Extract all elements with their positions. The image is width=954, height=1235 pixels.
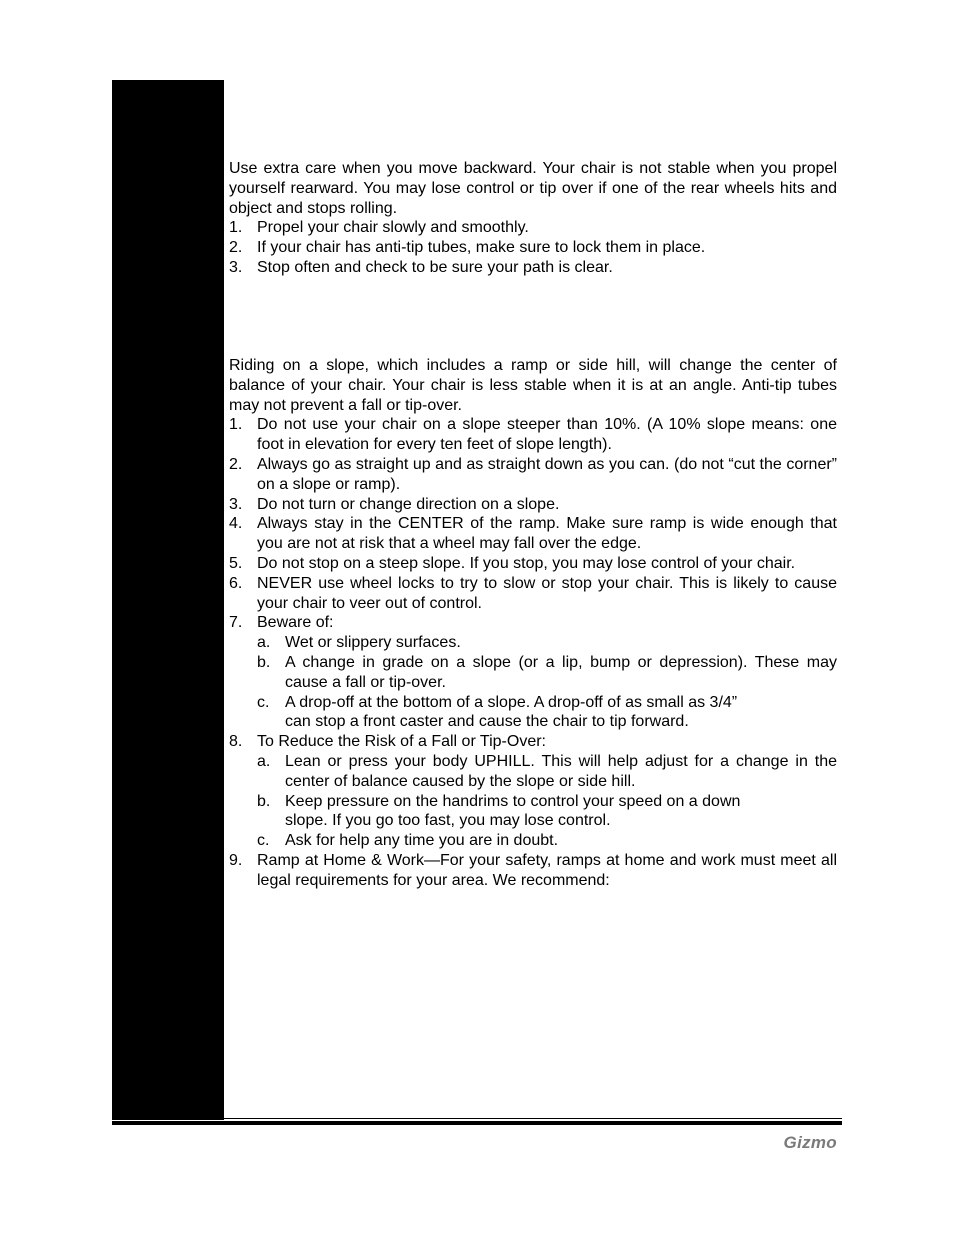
list-item: 5. Do not stop on a steep slope. If you stop, you may lose control of your chair. xyxy=(229,554,796,572)
sub-item: a. Wet or slippery surfaces. xyxy=(257,634,461,652)
backward-steps xyxy=(229,218,837,277)
backward-intro: Use extra care when you move backward. Your chair is not stable when you propel yourself rearward. You may lose control or tip over if one of the rear wheels hits and object and stops rolling. xyxy=(229,160,837,217)
footer-brand: Gizmo xyxy=(783,1133,837,1152)
list-item: 2. Always go as straight up and as straight down as you can. (do not “cut the corner” on a slope or ramp). xyxy=(229,455,837,493)
slope-steps xyxy=(229,415,837,890)
sub-item: b. A change in grade on a slope (or a lip, bump or depression). These may cause a fall or tip-over. xyxy=(257,653,837,691)
list-item: 3. Do not turn or change direction on a slope. xyxy=(229,495,560,513)
sub-item: c. A drop-off at the bottom of a slope. A drop-off of as small as 3/4” can stop a front caster and cause the chair to tip forward. xyxy=(257,693,738,731)
list-item: 9. Ramp at Home & Work—For your safety, ramps at home and work must meet all legal requirements for your area. We recommend: xyxy=(229,851,837,889)
list-item: 1. Propel your chair slowly and smoothly. xyxy=(229,219,529,237)
footer-rule-thin xyxy=(112,1118,842,1119)
section-backward xyxy=(229,159,837,278)
side-bar xyxy=(112,80,224,1120)
sub-item: a. Lean or press your body UPHILL. This will help adjust for a change in the center of balance caused by the slope or side hill. xyxy=(257,752,837,790)
list-item: 7. Beware of: a. Wet or slippery surfaces. b. A change in grade on a slope (or a lip, bump or depression). These may cause a fall or tip-over. c. A drop-off at the bottom of a slope. A drop-off of as small as 3/4” can stop a front caster and cause the chair to tip forward. xyxy=(229,614,837,731)
reduce-risk-sublist xyxy=(257,752,837,851)
list-item: 6. NEVER use wheel locks to try to slow or stop your chair. This is likely to cause your chair to veer out of control. xyxy=(229,574,837,612)
beware-sublist xyxy=(257,633,837,732)
list-item: 3. Stop often and check to be sure your path is clear. xyxy=(229,258,613,276)
list-item: 1. Do not use your chair on a slope steeper than 10%. (A 10% slope means: one foot in elevation for every ten feet of slope length). xyxy=(229,416,837,454)
section-slope xyxy=(229,356,837,891)
list-item: 2. If your chair has anti-tip tubes, make sure to lock them in place. xyxy=(229,239,706,257)
slope-intro: Riding on a slope, which includes a ramp or side hill, will change the center of balance of your chair. Your chair is less stable when it is at an angle. Anti-tip tubes may not prevent a fall or tip-over. xyxy=(229,357,837,414)
list-item: 8. To Reduce the Risk of a Fall or Tip-Over: a. Lean or press your body UPHILL. This will help adjust for a change in the center of balance caused by the slope or side hill. b. Keep pressure on the handrims to control your speed on a down slope. If you go too fast, you may lose control. c. Ask for help any time you are in doubt. xyxy=(229,733,837,850)
sub-item: c. Ask for help any time you are in doubt. xyxy=(257,832,559,850)
list-item: 4. Always stay in the CENTER of the ramp. Make sure ramp is wide enough that you are not at risk that a wheel may fall over the edge. xyxy=(229,515,837,553)
sub-item: b. Keep pressure on the handrims to control your speed on a down slope. If you go too fast, you may lose control. xyxy=(257,792,741,830)
footer-rule-thick xyxy=(112,1121,842,1125)
